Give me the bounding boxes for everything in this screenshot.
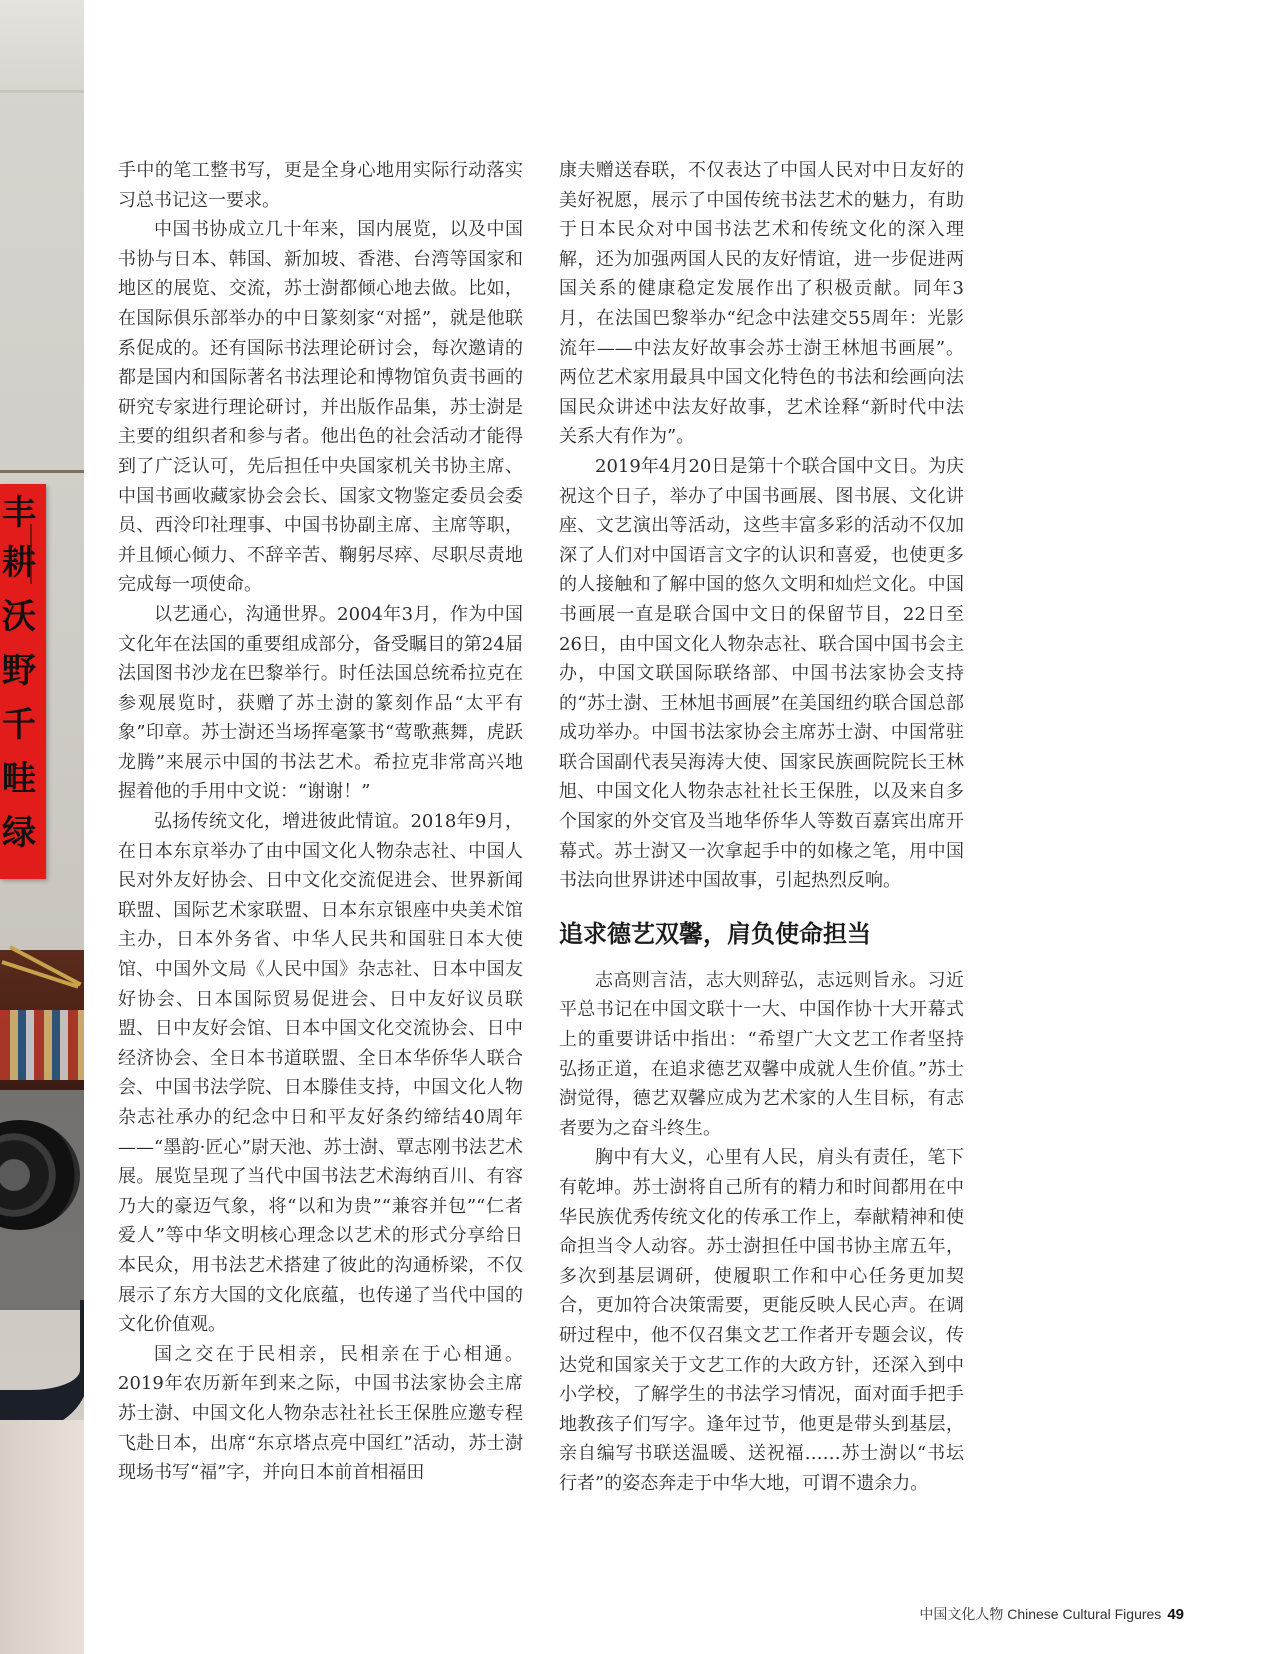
paragraph: 国之交在于民相亲，民相亲在于心相通。2019年农历新年到来之际，中国书法家协会主席苏士澍、中国文化人物杂志社社长王保胜应邀专程飞赴日本，出席“东京塔点亮中国红”活动，苏士澍现场书写“福”字，并向日本前首相福田 xyxy=(118,1343,523,1484)
paragraph: 2019年4月20日是第十个联合国中文日。为庆祝这个日子，举办了中国书画展、图书展、文化讲座、文艺演出等活动，这些丰富多彩的活动不仅加深了人们对中国语言文字的认识和喜爱，也使更多的人接触和了解中国的悠久文明和灿烂文化。中国书画展一直是联合国中文日的保留节目，22日至26日，由中国文化人物杂志社、联合国中国书会主办，中国文联国际联络部、中国书法家协会支持的“苏士澍、王林旭书画展”在美国纽约联合国总部成功举办。中国书法家协会主席苏士澍、中国常驻联合国副代表吴海涛大使、国家民族画院院长王林旭、中国文化人物杂志社社长王保胜，以及来自多个国家的外交官及当地华侨华人等数百嘉宾出席开幕式。苏士澍又一次拿起手中的如椽之笔，用中国书法向世界讲述中国故事，引起热烈反响。 xyxy=(559,455,964,892)
paragraph: 胸中有大义，心里有人民，肩头有责任，笔下有乾坤。苏士澍将自己所有的精力和时间都用在中华民族优秀传统文化的传承工作上，奉献精神和使命担当令人动容。苏士澍担任中国书协主席五年，多次到基层调研，使履职工作和中心任务更加契合，更加符合决策需要，更能反映人民心声。在调研过程中，他不仅召集文艺工作者开专题会议，传达党和国家关于文艺工作的大政方针，还深入到中小学校，了解学生的书法学习情况，面对面手把手地教孩子们写字。逢年过节，他更是带头到基层，亲自编写书联送温暖、送祝福……苏士澍以“书坛行者”的姿态奔走于中华大地，可谓不遗余力。 xyxy=(559,1147,964,1494)
scroll-signature xyxy=(30,524,44,584)
paragraph: 以艺通心，沟通世界。2004年3月，作为中国文化年在法国的重要组成部分，备受瞩目的第24届法国图书沙龙在巴黎举行。时任法国总统希拉克在参观展览时，获赠了苏士澍的篆刻作品“太平有象”印章。苏士澍还当场挥毫篆书“莺歌燕舞，虎跃龙腾”来展示中国的书法艺术。希拉克非常高兴地握着他的手用中文说：“谢谢！” xyxy=(118,603,523,803)
scroll-rod xyxy=(0,470,84,473)
scroll-char: 畦 xyxy=(2,759,36,799)
publication-name: 中国文化人物 Chinese Cultural Figures xyxy=(919,1606,1162,1622)
scroll-char: 千 xyxy=(2,705,36,745)
paragraph: 志高则言洁，志大则辞弘，志远则旨永。习近平总书记在中国文联十一大、中国作协十大开幕式上的重要讲话中指出：“希望广大文艺工作者坚持弘扬正道，在追求德艺双馨中成就人生价值。”苏士澍觉得，德艺双馨应成为艺术家的人生目标，有志者要为之奋斗终生。 xyxy=(559,969,964,1139)
paragraph: 弘扬传统文化，增进彼此情谊。2018年9月，在日本东京举办了由中国文化人物杂志社、中国人民对外友好协会、日中文化交流促进会、世界新闻联盟、国际艺术家联盟、日本东京银座中央美术馆主办，日本外务省、中华人民共和国驻日本大使馆、中国外文局《人民中国》杂志社、日本中国友好协会、日本国际贸易促进会、日中友好议员联盟、日中友好会馆、日本中国文化交流协会、日中经济协会、全日本书道联盟、全日本华侨华人联合会、中国书法学院、日本滕佳支持，中国文化人物杂志社承办的纪念中日和平友好条约缔结40周年——“墨韵·匠心”尉天池、苏士澍、覃志刚书法艺术展。展览呈现了当代中国书法艺术海纳百川、有容乃大的豪迈气象，将“以和为贵”“兼容并包”“仁者爱人”等中华文明核心理念以艺术的形式分享给日本民众，用书法艺术搭建了彼此的沟通桥梁，不仅展示了东方大国的文化底蕴，也传递了当代中国的文化价值观。 xyxy=(118,811,523,1336)
page-footer xyxy=(919,1604,1184,1624)
paragraph: 手中的笔工整书写，更是全身心地用实际行动落实习总书记这一要求。 xyxy=(118,160,523,211)
paragraph: 中国书协成立几十年来，国内展览，以及中国书协与日本、韩国、新加坡、香港、台湾等国家和地区的展览、交流，苏士澍都倾心地去做。比如，在国际俱乐部举办的中日篆刻家“对摇”，就是他联系促成的。还有国际书法理论研讨会，每次邀请的都是国内和国际著名书法理论和博物馆负责书画的研究专家进行理论研讨，并出版作品集，苏士澍是主要的组织者和参与者。他出色的社会活动才能得到了广泛认可，先后担任中央国家机关书协主席、中国书画收藏家协会会长、国家文物鉴定委员会委员、西泠印社理事、中国书协副主席、主席等职，并且倾心倾力、不辞辛苦、鞠躬尽瘁、尽职尽责地完成每一项使命。 xyxy=(118,219,523,596)
red-calligraphy-scroll xyxy=(0,484,46,879)
camera-strap xyxy=(0,1300,84,1430)
article-column-right xyxy=(559,156,964,1499)
desk-items xyxy=(0,1010,84,1080)
scroll-char: 沃 xyxy=(2,597,36,637)
scroll-char: 野 xyxy=(2,651,36,691)
section-heading: 追求德艺双馨，肩负使命担当 xyxy=(559,919,871,948)
page-number: 49 xyxy=(1167,1606,1184,1623)
cover-photo-strip xyxy=(0,0,84,1654)
scroll-char: 绿 xyxy=(2,813,36,853)
article-column-left xyxy=(118,156,523,1488)
paragraph: 康夫赠送春联，不仅表达了中国人民对中日友好的美好祝愿，展示了中国传统书法艺术的魅力，有助于日本民众对中国书法艺术和传统文化的深入理解，还为加强两国人民的友好情谊，进一步促进两国关系的健康稳定发展作出了积极贡献。同年3月，在法国巴黎举办“纪念中法建交55周年：光影流年——中法友好故事会苏士澍王林旭书画展”。两位艺术家用最具中国文化特色的书法和绘画向法国民众讲述中法友好故事，艺术诠释“新时代中法关系大有作为”。 xyxy=(559,160,964,448)
scroll-char: 耕 xyxy=(2,543,36,583)
wall-moulding xyxy=(0,0,84,93)
floor xyxy=(0,1420,84,1654)
scroll-char: 丰 xyxy=(2,493,36,533)
